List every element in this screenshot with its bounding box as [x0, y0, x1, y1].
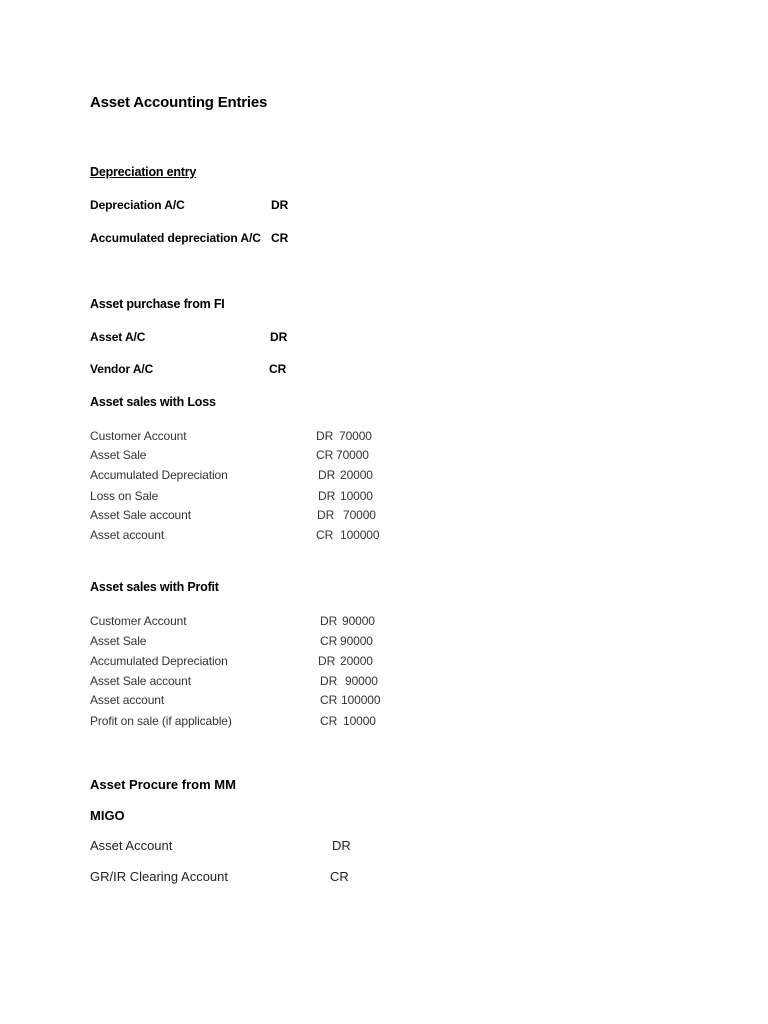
sales-profit-row-amount: 20000: [340, 654, 373, 668]
procure-mm-row-label: Asset Account: [90, 838, 173, 853]
depreciation-row-type: DR: [271, 198, 289, 212]
sales-loss-row-label: Asset account: [90, 528, 165, 542]
depreciation-row-label: Depreciation A/C: [90, 198, 185, 212]
purchase-fi-heading: Asset purchase from FI: [90, 297, 225, 311]
sales-profit-row-type: DR: [320, 674, 338, 688]
sales-loss-row-amount: 70000: [343, 508, 376, 522]
sales-loss-row-type: CR: [316, 448, 334, 462]
sales-loss-row-type: DR: [318, 468, 336, 482]
sales-loss-row-amount: 10000: [340, 489, 373, 503]
accum-depreciation-row-type: CR: [271, 231, 289, 245]
sales-profit-heading: Asset sales with Profit: [90, 580, 219, 594]
sales-profit-row-amount: 90000: [342, 614, 375, 628]
sales-profit-row-label: Asset Sale account: [90, 674, 191, 688]
purchase-fi-row-type: CR: [269, 362, 287, 376]
sales-loss-row-amount: 70000: [339, 429, 372, 443]
sales-loss-row-amount: 70000: [336, 448, 369, 462]
sales-loss-row-label: Customer Account: [90, 429, 187, 443]
sales-profit-row-label: Profit on sale (if applicable): [90, 714, 232, 728]
depreciation-heading: Depreciation entry: [90, 165, 197, 179]
document-title: Asset Accounting Entries: [90, 94, 268, 111]
sales-profit-row-type: DR: [318, 654, 336, 668]
sales-profit-row-type: CR: [320, 634, 338, 648]
sales-profit-row-type: CR: [320, 714, 338, 728]
sales-profit-row-label: Asset account: [90, 693, 165, 707]
sales-profit-row-amount: 100000: [341, 693, 381, 707]
procure-mm-row-type: CR: [330, 869, 349, 884]
accum-depreciation-row-label: Accumulated depreciation A/C: [90, 231, 261, 245]
sales-loss-row-type: DR: [318, 489, 336, 503]
sales-loss-row-type: DR: [317, 508, 335, 522]
sales-profit-row-type: CR: [320, 693, 338, 707]
sales-profit-row-amount: 10000: [343, 714, 376, 728]
sales-loss-row-type: CR: [316, 528, 334, 542]
procure-mm-row-type: DR: [332, 838, 351, 853]
sales-loss-row-type: DR: [316, 429, 334, 443]
purchase-fi-row-type: DR: [270, 330, 288, 344]
sales-loss-row-amount: 100000: [340, 528, 380, 542]
procure-mm-row-label: GR/IR Clearing Account: [90, 869, 229, 884]
sales-profit-row-amount: 90000: [345, 674, 378, 688]
sales-profit-row-type: DR: [320, 614, 338, 628]
sales-profit-row-label: Asset Sale: [90, 634, 147, 648]
sales-loss-row-label: Loss on Sale: [90, 489, 159, 503]
sales-profit-row-label: Accumulated Depreciation: [90, 654, 228, 668]
sales-profit-row-label: Customer Account: [90, 614, 187, 628]
purchase-fi-row-label: Vendor A/C: [90, 362, 154, 376]
sales-loss-row-amount: 20000: [340, 468, 373, 482]
purchase-fi-row-label: Asset A/C: [90, 330, 146, 344]
sales-loss-row-label: Asset Sale: [90, 448, 147, 462]
procure-mm-subheading: MIGO: [90, 808, 125, 823]
sales-loss-heading: Asset sales with Loss: [90, 395, 216, 409]
sales-profit-row-amount: 90000: [340, 634, 373, 648]
procure-mm-heading: Asset Procure from MM: [90, 777, 236, 792]
sales-loss-row-label: Accumulated Depreciation: [90, 468, 228, 482]
sales-loss-row-label: Asset Sale account: [90, 508, 191, 522]
